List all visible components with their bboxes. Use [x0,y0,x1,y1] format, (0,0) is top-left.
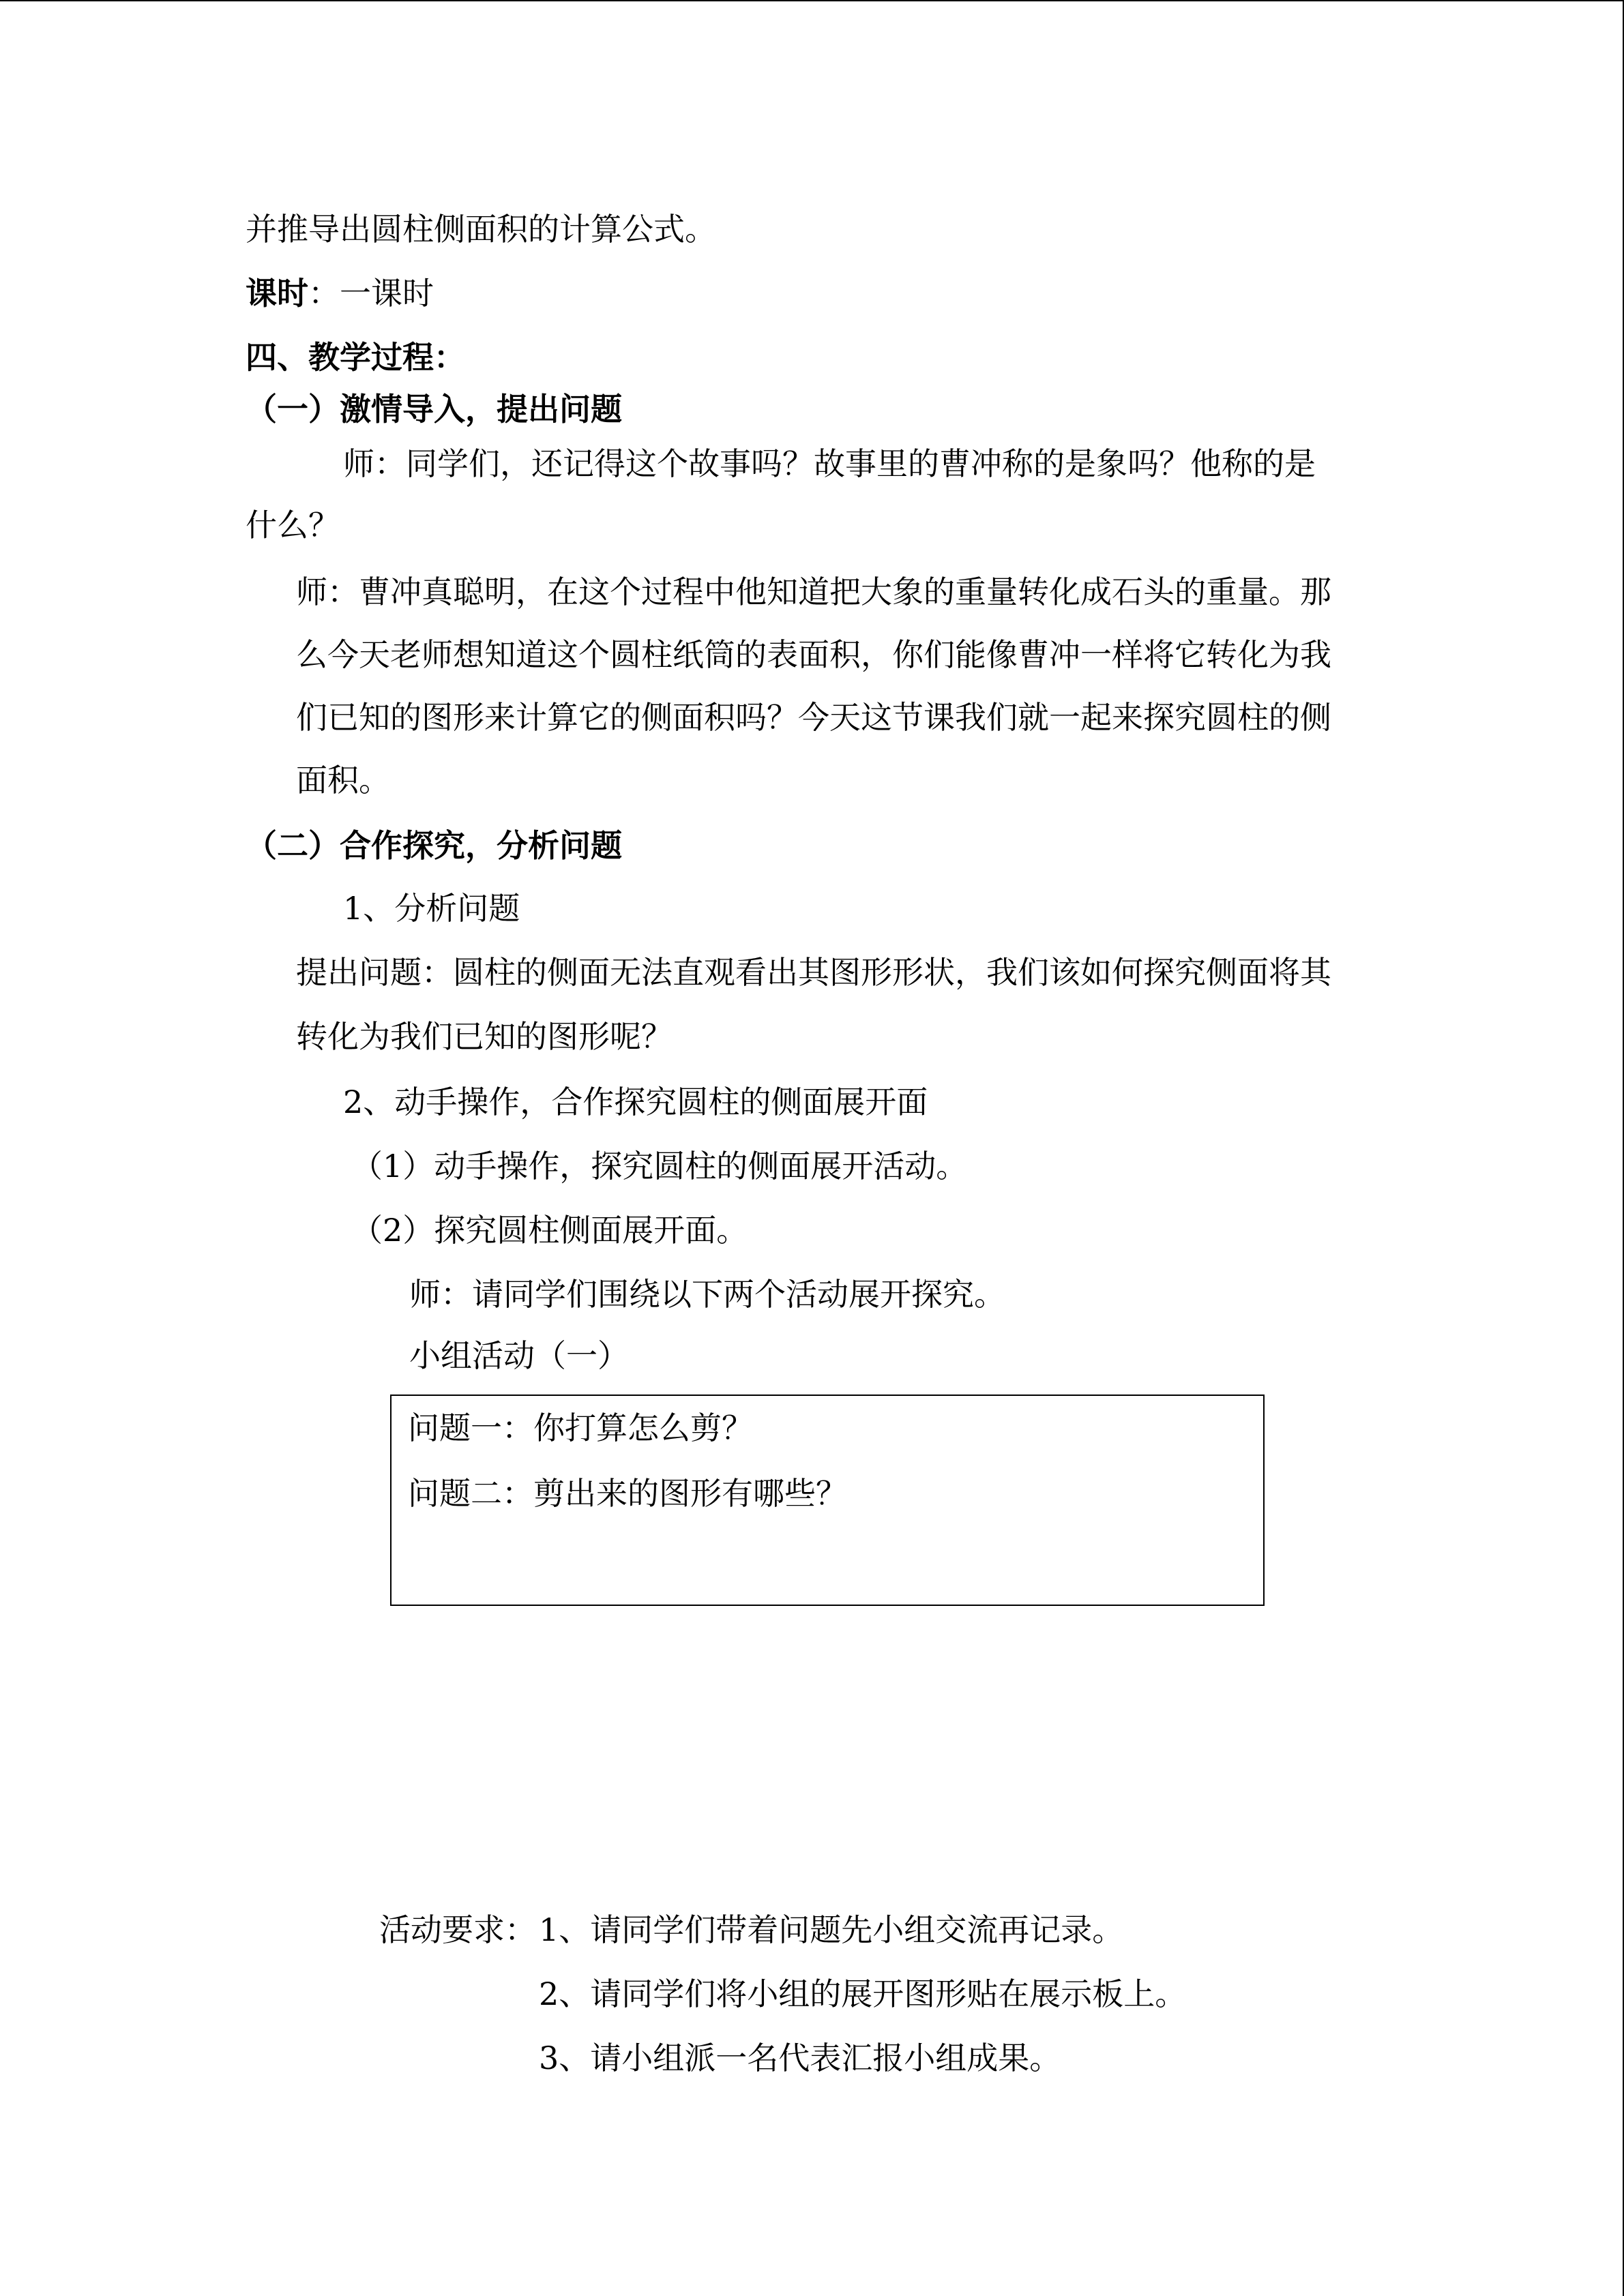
teacher-instruction: 师：请同学们围绕以下两个活动展开探究。 [409,1276,1005,1313]
class-hours-label: 课时 [246,275,308,312]
teacher-paragraph-line-3: 们已知的图形来计算它的侧面积吗？今天这节课我们就一起来探究圆柱的侧 [296,699,1331,736]
class-hours-value: 一课时 [340,275,434,312]
section-heading-teaching-process: 四、教学过程： [246,339,465,376]
subsection-heading-explore: （二）合作探究，分析问题 [246,827,622,864]
requirement-2: 2、请同学们将小组的展开图形贴在展示板上。 [539,1976,1187,2012]
teacher-line-story-end: 什么？ [246,507,340,543]
requirement-1: 1、请同学们带着问题先小组交流再记录。 [539,1911,1124,1948]
subsection-heading-intro: （一）激情导入，提出问题 [246,391,622,428]
formula-text: 并推导出圆柱侧面积的计算公式。 [246,211,716,248]
activity-question-1: 问题一：你打算怎么剪？ [408,1410,753,1446]
teacher-paragraph-line-4: 面积。 [296,762,390,799]
page-top-border [0,0,1624,1]
requirements-label: 活动要求： [379,1911,536,1948]
step-analyze-problem: 1、分析问题 [343,890,520,927]
question-paragraph-line-2: 转化为我们已知的图形呢？ [296,1018,673,1055]
requirement-3: 3、请小组派一名代表汇报小组成果。 [539,2040,1061,2076]
question-paragraph-line-1: 提出问题：圆柱的侧面无法直观看出其图形形状，我们该如何探究侧面将其 [296,954,1331,991]
teacher-paragraph-line-1: 师：曹冲真聪明，在这个过程中他知道把大象的重量转化成石头的重量。那 [296,573,1331,610]
group-activity-title: 小组活动（一） [409,1337,629,1374]
step-hands-on: 2、动手操作，合作探究圆柱的侧面展开面 [343,1084,928,1120]
teacher-line-story: 师：同学们，还记得这个故事吗？故事里的曹冲称的是象吗？他称的是 [343,445,1316,482]
teacher-paragraph-line-2: 么今天老师想知道这个圆柱纸筒的表面积，你们能像曹冲一样将它转化为我 [296,636,1331,673]
class-hours-colon: ： [308,275,340,312]
sub-step-2: （2）探究圆柱侧面展开面。 [351,1212,748,1249]
activity-question-2: 问题二：剪出来的图形有哪些？ [408,1475,847,1512]
sub-step-1: （1）动手操作，探究圆柱的侧面展开活动。 [351,1148,968,1184]
class-hours [246,273,434,314]
